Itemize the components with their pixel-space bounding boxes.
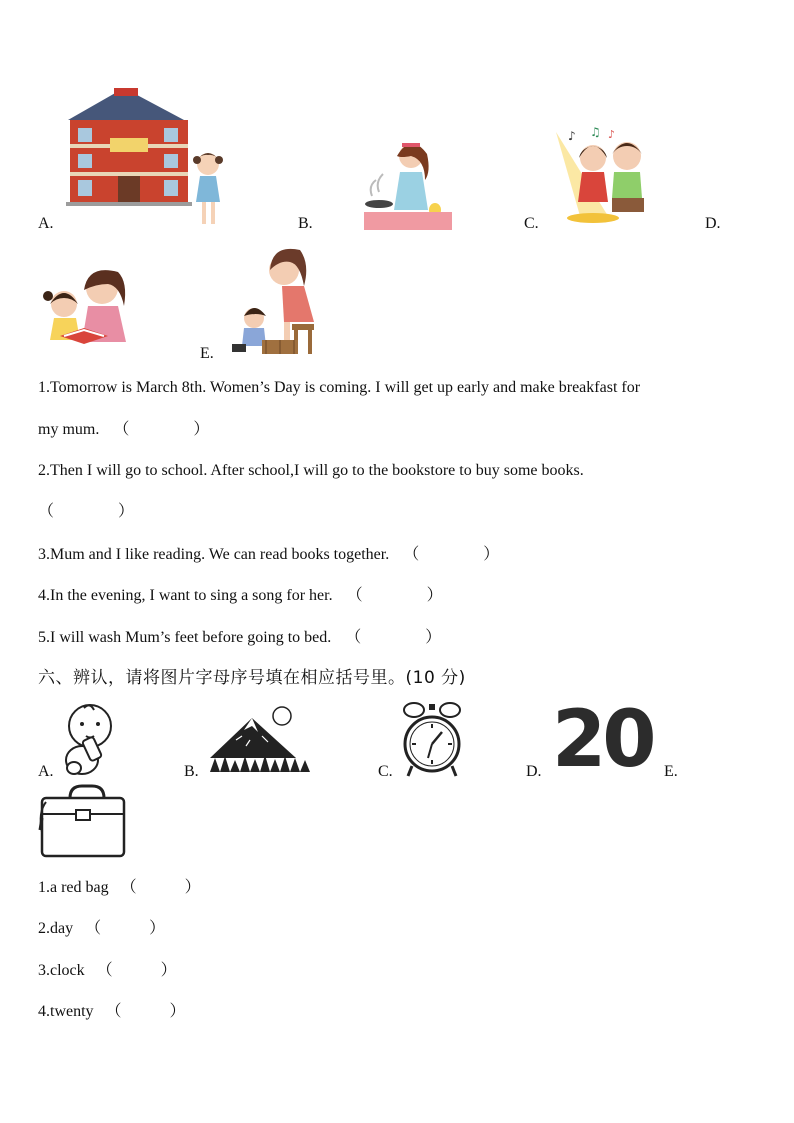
answer-blank-1[interactable]: （ ） xyxy=(113,421,210,438)
vocab-answer-blank-2[interactable]: （ ） xyxy=(85,920,166,937)
option-e: E. xyxy=(200,345,214,362)
vocab-question-2 xyxy=(38,919,165,939)
vocab-question-1-text: 1.a red bag xyxy=(38,879,109,896)
question-2: 2.Then I will go to school. After school,I will go to the bookstore to buy some books. xyxy=(38,462,584,479)
question-1-line1: 1.Tomorrow is March 8th. Women’s Day is coming. I will get up early and make breakfast for xyxy=(38,379,641,396)
cooking-picture xyxy=(362,140,456,232)
bag-picture xyxy=(36,784,128,860)
option-c: C. xyxy=(524,215,539,232)
mountain-picture xyxy=(206,706,314,776)
svg-text:♪: ♪ xyxy=(568,129,576,143)
bookstore-picture xyxy=(62,84,227,230)
vocab-question-4 xyxy=(38,1002,186,1022)
svg-text:♫: ♫ xyxy=(590,125,601,139)
answer-blank-3[interactable]: （ ） xyxy=(403,546,500,563)
vocab-question-4-text: 4.twenty xyxy=(38,1003,94,1020)
answer-blank-2[interactable]: （ ） xyxy=(38,503,135,520)
vocab-question-3-text: 3.clock xyxy=(38,962,85,979)
baby-picture xyxy=(60,702,118,778)
question-1-text: my mum. xyxy=(38,421,100,438)
singing-picture xyxy=(550,126,650,226)
option-b: B. xyxy=(298,215,313,232)
answer-blank-4[interactable]: （ ） xyxy=(346,587,443,604)
answer-blank-5[interactable]: （ ） xyxy=(345,629,442,646)
question-3-text: 3.Mum and I like reading. We can read books together. xyxy=(38,546,390,563)
question-5-text: 5.I will wash Mum’s feet before going to bed. xyxy=(38,629,332,646)
reading-picture xyxy=(40,266,130,356)
vocab-answer-blank-4[interactable]: （ ） xyxy=(105,1003,186,1020)
vocab-question-2-text: 2.day xyxy=(38,920,74,937)
number-twenty-picture: 20 xyxy=(552,695,653,785)
washing-feet-picture xyxy=(226,244,326,356)
option-b: B. xyxy=(184,763,199,780)
alarm-clock-picture xyxy=(400,700,464,780)
option-a: A. xyxy=(38,215,54,232)
option-d: D. xyxy=(526,763,542,780)
question-5 xyxy=(38,628,441,648)
option-d: D. xyxy=(705,215,721,232)
svg-text:♪: ♪ xyxy=(608,128,616,141)
vocab-question-1 xyxy=(38,878,201,898)
question-4 xyxy=(38,586,443,606)
option-a: A. xyxy=(38,763,54,780)
option-c: C. xyxy=(378,763,393,780)
question-3 xyxy=(38,545,499,565)
question-1-line2 xyxy=(38,420,209,440)
vocab-question-3 xyxy=(38,961,177,981)
option-e: E. xyxy=(664,763,678,780)
vocab-answer-blank-3[interactable]: （ ） xyxy=(96,962,177,979)
vocab-answer-blank-1[interactable]: （ ） xyxy=(120,879,201,896)
question-4-text: 4.In the evening, I want to sing a song for her. xyxy=(38,587,333,604)
section-6-title: 六、辨认，请将图片字母序号填在相应括号里。(10 分) xyxy=(38,668,466,688)
